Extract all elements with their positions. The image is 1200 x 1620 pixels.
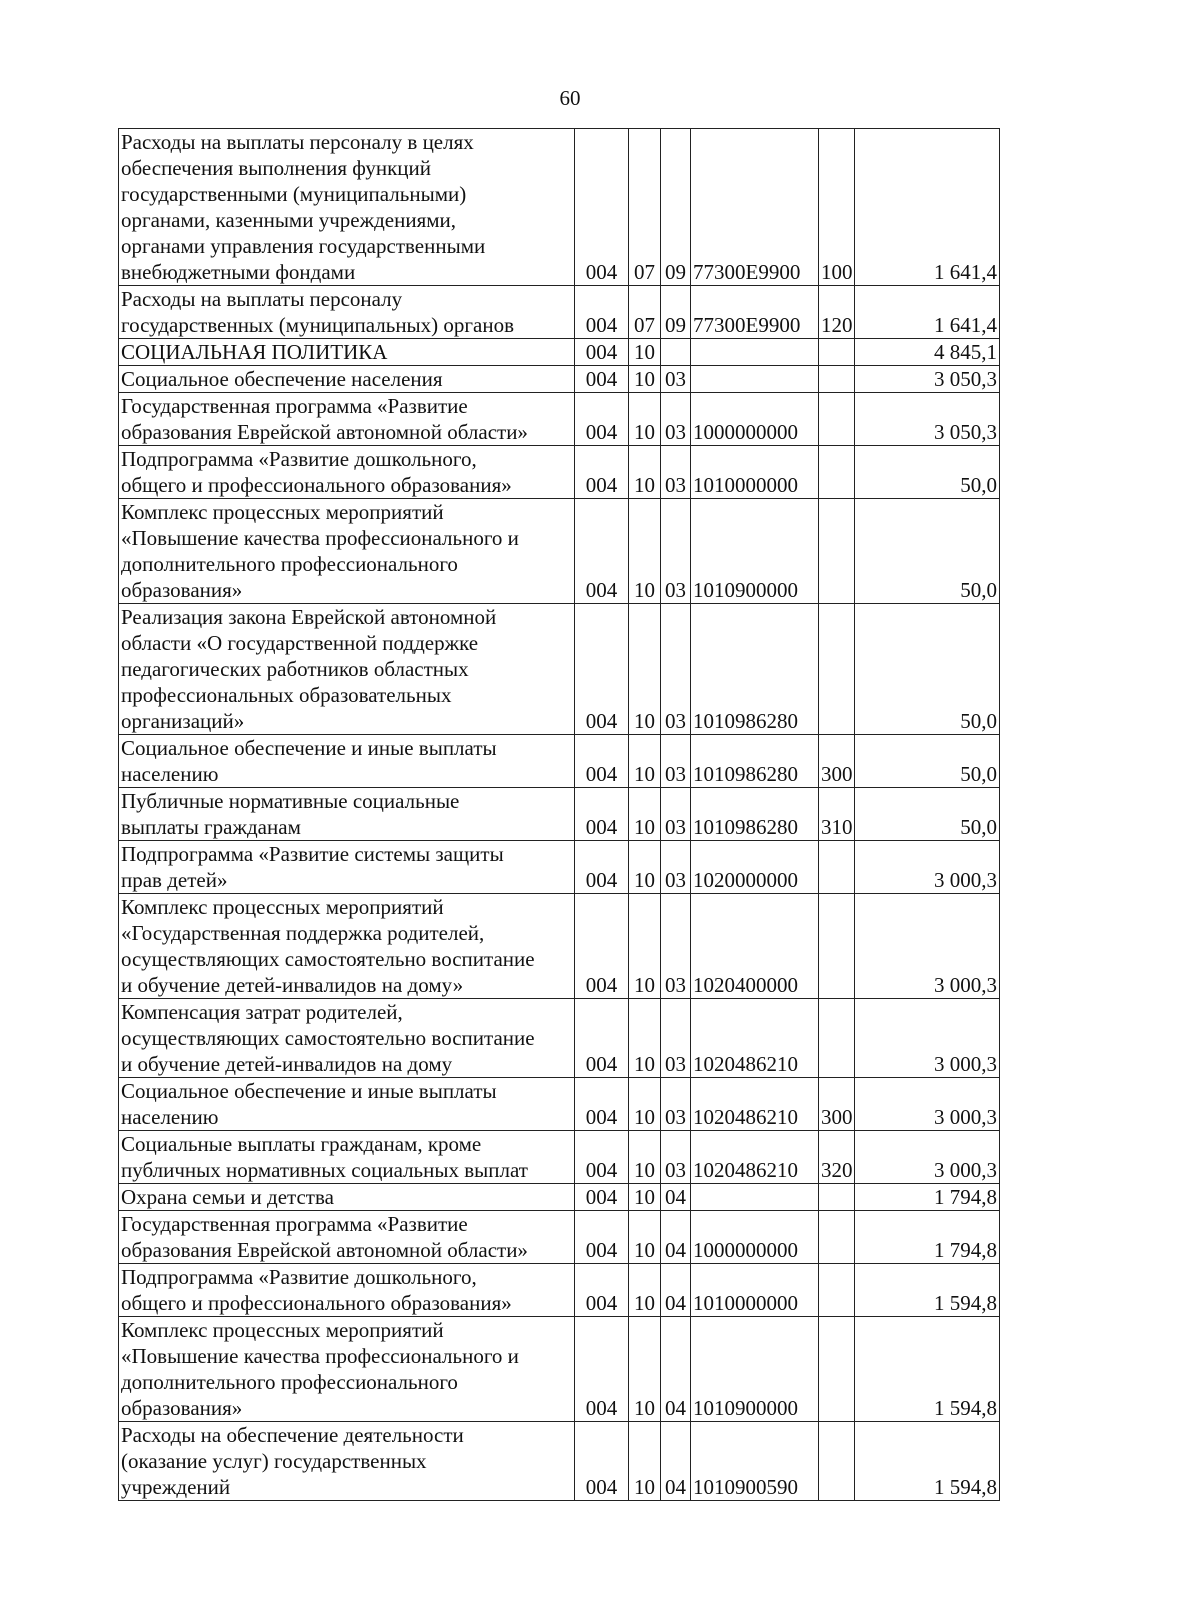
subsection-code-cell: 03 (661, 604, 691, 735)
ved-code-cell: 004 (575, 446, 629, 499)
section-code-cell: 10 (629, 1131, 661, 1184)
section-code-cell: 10 (629, 788, 661, 841)
ved-code-cell: 004 (575, 841, 629, 894)
row-name-cell: Расходы на выплаты персоналу в целях обеспечения выполнения функций государственными (муниципальными) органами, казенными учреждениями, органами управления государственными внебюджетными фондами (119, 129, 575, 286)
table-row (119, 1317, 1000, 1422)
target-article-cell: 1010986280 (691, 788, 819, 841)
amount-cell: 1 794,8 (855, 1184, 1000, 1211)
target-article-cell (691, 366, 819, 393)
subsection-code-cell: 04 (661, 1184, 691, 1211)
subsection-code-cell (661, 339, 691, 366)
amount-cell: 3 000,3 (855, 1131, 1000, 1184)
amount-cell: 3 050,3 (855, 366, 1000, 393)
table-row (119, 393, 1000, 446)
expense-type-cell (819, 604, 855, 735)
amount-cell: 1 594,8 (855, 1264, 1000, 1317)
subsection-code-cell: 03 (661, 393, 691, 446)
amount-cell: 50,0 (855, 604, 1000, 735)
row-name-cell: Подпрограмма «Развитие дошкольного, общего и профессионального образования» (119, 446, 575, 499)
expense-type-cell (819, 393, 855, 446)
expense-type-cell (819, 339, 855, 366)
row-name-cell: Расходы на обеспечение деятельности (оказание услуг) государственных учреждений (119, 1422, 575, 1501)
section-code-cell: 10 (629, 499, 661, 604)
subsection-code-cell: 03 (661, 841, 691, 894)
ved-code-cell: 004 (575, 499, 629, 604)
subsection-code-cell: 03 (661, 894, 691, 999)
expense-type-cell (819, 366, 855, 393)
subsection-code-cell: 09 (661, 129, 691, 286)
expense-type-cell: 300 (819, 735, 855, 788)
expense-type-cell (819, 499, 855, 604)
target-article-cell: 1020486210 (691, 999, 819, 1078)
section-code-cell: 10 (629, 339, 661, 366)
table-row (119, 446, 1000, 499)
amount-cell: 1 594,8 (855, 1317, 1000, 1422)
expense-type-cell (819, 841, 855, 894)
ved-code-cell: 004 (575, 788, 629, 841)
ved-code-cell: 004 (575, 1131, 629, 1184)
row-name-cell: Компенсация затрат родителей, осуществляющих самостоятельно воспитание и обучение детей-инвалидов на дому (119, 999, 575, 1078)
amount-cell: 3 000,3 (855, 841, 1000, 894)
table-row (119, 999, 1000, 1078)
target-article-cell (691, 1184, 819, 1211)
target-article-cell: 77300Е9900 (691, 286, 819, 339)
section-code-cell: 10 (629, 1211, 661, 1264)
section-code-cell: 10 (629, 999, 661, 1078)
table-row (119, 841, 1000, 894)
subsection-code-cell: 04 (661, 1211, 691, 1264)
subsection-code-cell: 09 (661, 286, 691, 339)
row-name-cell: Социальное обеспечение населения (119, 366, 575, 393)
table-row (119, 1211, 1000, 1264)
amount-cell: 3 000,3 (855, 894, 1000, 999)
section-code-cell: 10 (629, 1184, 661, 1211)
row-name-cell: Комплекс процессных мероприятий «Повышение качества профессионального и дополнительного профессионального образования» (119, 499, 575, 604)
target-article-cell: 1020400000 (691, 894, 819, 999)
section-code-cell: 07 (629, 286, 661, 339)
amount-cell: 3 050,3 (855, 393, 1000, 446)
subsection-code-cell: 03 (661, 788, 691, 841)
target-article-cell: 1010986280 (691, 604, 819, 735)
section-code-cell: 07 (629, 129, 661, 286)
amount-cell: 3 000,3 (855, 1078, 1000, 1131)
expense-type-cell: 100 (819, 129, 855, 286)
table-row (119, 1422, 1000, 1501)
section-code-cell: 10 (629, 446, 661, 499)
expense-type-cell: 300 (819, 1078, 855, 1131)
row-name-cell: СОЦИАЛЬНАЯ ПОЛИТИКА (119, 339, 575, 366)
target-article-cell: 1010000000 (691, 1264, 819, 1317)
amount-cell: 50,0 (855, 499, 1000, 604)
row-name-cell: Охрана семьи и детства (119, 1184, 575, 1211)
subsection-code-cell: 03 (661, 735, 691, 788)
subsection-code-cell: 03 (661, 499, 691, 604)
target-article-cell: 1010900590 (691, 1422, 819, 1501)
subsection-code-cell: 04 (661, 1317, 691, 1422)
row-name-cell: Социальное обеспечение и иные выплаты населению (119, 735, 575, 788)
expense-type-cell: 320 (819, 1131, 855, 1184)
row-name-cell: Государственная программа «Развитие образования Еврейской автономной области» (119, 1211, 575, 1264)
target-article-cell: 1010900000 (691, 499, 819, 604)
ved-code-cell: 004 (575, 1317, 629, 1422)
amount-cell: 4 845,1 (855, 339, 1000, 366)
section-code-cell: 10 (629, 393, 661, 446)
table-row (119, 286, 1000, 339)
table-row (119, 1131, 1000, 1184)
row-name-cell: Комплекс процессных мероприятий «Повышение качества профессионального и дополнительного профессионального образования» (119, 1317, 575, 1422)
subsection-code-cell: 03 (661, 1078, 691, 1131)
target-article-cell: 1010900000 (691, 1317, 819, 1422)
budget-table (118, 128, 1000, 1501)
ved-code-cell: 004 (575, 129, 629, 286)
section-code-cell: 10 (629, 1317, 661, 1422)
ved-code-cell: 004 (575, 1078, 629, 1131)
row-name-cell: Комплекс процессных мероприятий «Государственная поддержка родителей, осуществляющих самостоятельно воспитание и обучение детей-инвалидов на дому» (119, 894, 575, 999)
table-row (119, 1264, 1000, 1317)
subsection-code-cell: 03 (661, 446, 691, 499)
section-code-cell: 10 (629, 841, 661, 894)
subsection-code-cell: 03 (661, 366, 691, 393)
ved-code-cell: 004 (575, 604, 629, 735)
row-name-cell: Реализация закона Еврейской автономной области «О государственной поддержке педагогических работников областных профессиональных образовательных организаций» (119, 604, 575, 735)
section-code-cell: 10 (629, 735, 661, 788)
target-article-cell: 1020486210 (691, 1078, 819, 1131)
ved-code-cell: 004 (575, 366, 629, 393)
table-row (119, 499, 1000, 604)
ved-code-cell: 004 (575, 1211, 629, 1264)
ved-code-cell: 004 (575, 1184, 629, 1211)
subsection-code-cell: 03 (661, 999, 691, 1078)
expense-type-cell: 120 (819, 286, 855, 339)
target-article-cell: 77300Е9900 (691, 129, 819, 286)
ved-code-cell: 004 (575, 894, 629, 999)
target-article-cell: 1000000000 (691, 393, 819, 446)
target-article-cell: 1010986280 (691, 735, 819, 788)
row-name-cell: Подпрограмма «Развитие системы защиты прав детей» (119, 841, 575, 894)
ved-code-cell: 004 (575, 999, 629, 1078)
row-name-cell: Социальные выплаты гражданам, кроме публичных нормативных социальных выплат (119, 1131, 575, 1184)
amount-cell: 3 000,3 (855, 999, 1000, 1078)
table-row (119, 1184, 1000, 1211)
table-row (119, 604, 1000, 735)
expense-type-cell (819, 999, 855, 1078)
expense-type-cell (819, 1317, 855, 1422)
amount-cell: 50,0 (855, 788, 1000, 841)
target-article-cell: 1020000000 (691, 841, 819, 894)
expense-type-cell (819, 894, 855, 999)
expense-type-cell (819, 1422, 855, 1501)
table-row (119, 894, 1000, 999)
amount-cell: 50,0 (855, 446, 1000, 499)
expense-type-cell (819, 1211, 855, 1264)
ved-code-cell: 004 (575, 393, 629, 446)
ved-code-cell: 004 (575, 1422, 629, 1501)
table-row (119, 366, 1000, 393)
target-article-cell: 1010000000 (691, 446, 819, 499)
amount-cell: 1 641,4 (855, 129, 1000, 286)
table-row (119, 735, 1000, 788)
row-name-cell: Подпрограмма «Развитие дошкольного, общего и профессионального образования» (119, 1264, 575, 1317)
table-row (119, 129, 1000, 286)
amount-cell: 50,0 (855, 735, 1000, 788)
section-code-cell: 10 (629, 1422, 661, 1501)
subsection-code-cell: 03 (661, 1131, 691, 1184)
expense-type-cell (819, 446, 855, 499)
row-name-cell: Расходы на выплаты персоналу государственных (муниципальных) органов (119, 286, 575, 339)
amount-cell: 1 641,4 (855, 286, 1000, 339)
ved-code-cell: 004 (575, 339, 629, 366)
section-code-cell: 10 (629, 1264, 661, 1317)
budget-table-body (119, 129, 1000, 1501)
ved-code-cell: 004 (575, 286, 629, 339)
ved-code-cell: 004 (575, 735, 629, 788)
subsection-code-cell: 04 (661, 1264, 691, 1317)
target-article-cell: 1000000000 (691, 1211, 819, 1264)
table-row (119, 1078, 1000, 1131)
section-code-cell: 10 (629, 1078, 661, 1131)
target-article-cell: 1020486210 (691, 1131, 819, 1184)
section-code-cell: 10 (629, 894, 661, 999)
amount-cell: 1 794,8 (855, 1211, 1000, 1264)
row-name-cell: Государственная программа «Развитие образования Еврейской автономной области» (119, 393, 575, 446)
page-number: 60 (559, 86, 581, 110)
expense-type-cell (819, 1184, 855, 1211)
table-row (119, 339, 1000, 366)
expense-type-cell: 310 (819, 788, 855, 841)
ved-code-cell: 004 (575, 1264, 629, 1317)
row-name-cell: Социальное обеспечение и иные выплаты населению (119, 1078, 575, 1131)
section-code-cell: 10 (629, 604, 661, 735)
amount-cell: 1 594,8 (855, 1422, 1000, 1501)
subsection-code-cell: 04 (661, 1422, 691, 1501)
section-code-cell: 10 (629, 366, 661, 393)
table-row (119, 788, 1000, 841)
row-name-cell: Публичные нормативные социальные выплаты гражданам (119, 788, 575, 841)
expense-type-cell (819, 1264, 855, 1317)
target-article-cell (691, 339, 819, 366)
